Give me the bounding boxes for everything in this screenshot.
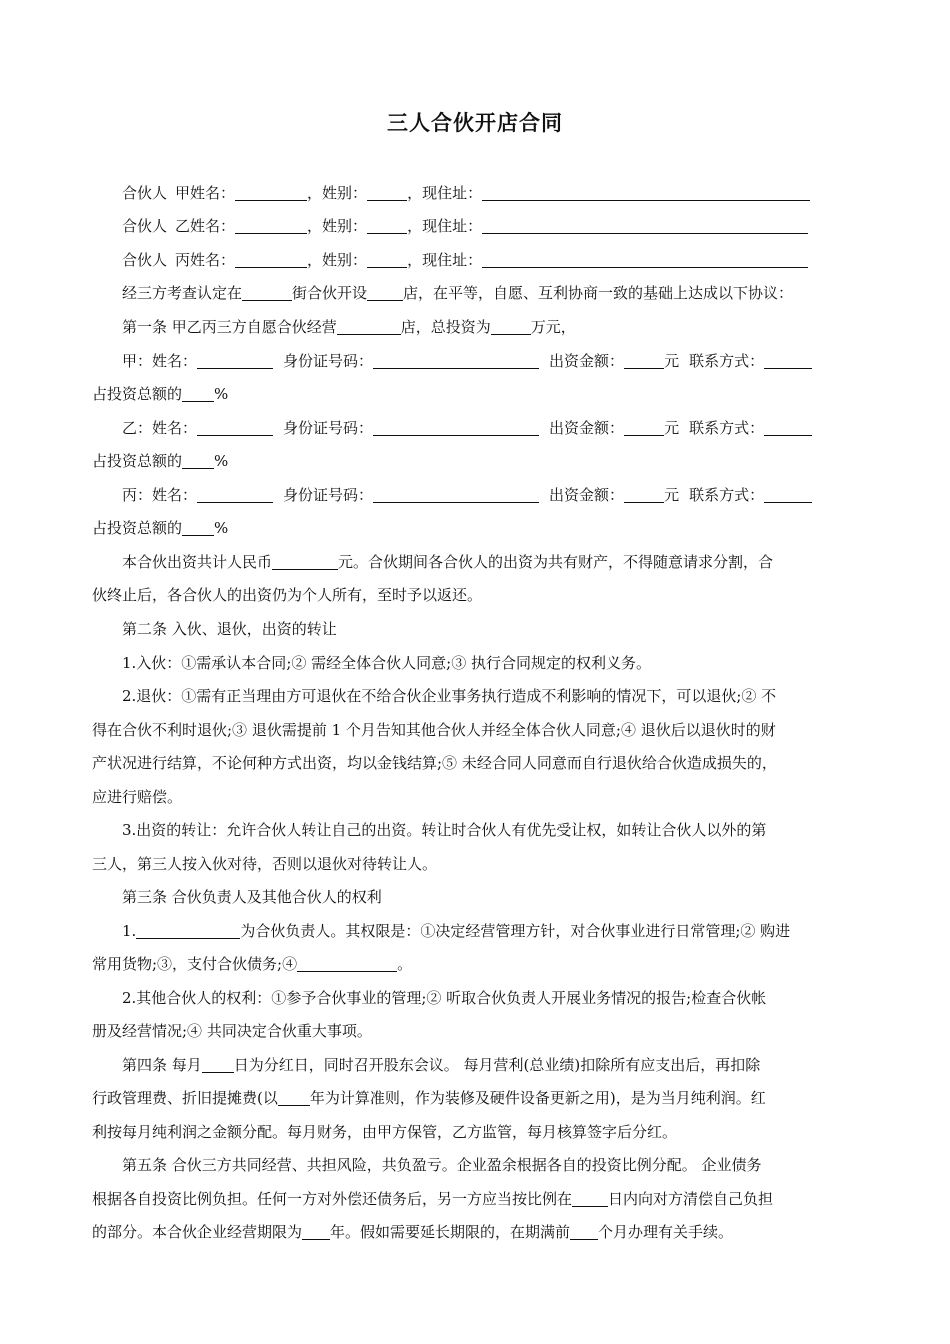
article-3-title: 第三条 合伙负责人及其他合伙人的权利 [122,888,382,906]
article-4: 第四条 每月 日为分红日，同时召开股东会议。 每月营利(总业绩)扣除所有应支出后，再扣除 [122,1056,761,1074]
blank-field[interactable] [182,519,214,536]
blank-field[interactable] [373,486,539,503]
blank-field[interactable] [197,352,273,369]
invest-row-yi: 乙：姓名： 身份证号码： 出资金额： 元 联系方式： [122,417,867,439]
partner-row-bing: 合伙人 丙姓名： ，姓别： ，现住址： [122,249,867,271]
article-5: 的部分。本合伙企业经营期限为 年。假如需要延长期限的，在期满前 个月办理有关手续。 [92,1223,734,1241]
page-title: 三人合伙开店合同 [387,111,563,135]
blank-field[interactable] [764,486,812,503]
blank-field[interactable] [272,553,338,570]
article-2-item-3: 三人，第三人按入伙对待，否则以退伙对待转让人。 [92,855,438,873]
blank-field[interactable] [764,419,812,436]
blank-field[interactable] [182,452,214,469]
blank-field[interactable] [197,419,273,436]
total-capital-line-1: 本合伙出资共计人民币 元。合伙期间各合伙人的出资为共有财产，不得随意请求分割，合 [122,553,774,571]
blank-field[interactable] [197,486,273,503]
article-2-item-2: 2.退伙：①需有正当理由方可退伙在不给合伙企业事务执行造成不利影响的情况下，可以退伙;② 不 [122,687,777,705]
article-2-item-2: 得在合伙不利时退伙;③ 退伙需提前 1 个月告知其他合伙人并经全体合伙人同意;④ 退伙后以退伙时的财 [92,721,776,739]
blank-field[interactable] [235,251,307,268]
blank-field[interactable] [242,284,292,301]
intro-line: 经三方考查认定在 街合伙开设 店，在平等，自愿、互利协商一致的基础上达成以下协议： [122,284,794,302]
article-3-item-2: 2.其他合伙人的权利：①参予合伙事业的管理;② 听取合伙负责人开展业务情况的报告;检查合伙帐 [122,989,767,1007]
article-3-item-1: 1. 为合伙负责人。其权限是：①决定经营管理方针，对合伙事业进行日常管理;② 购进 [122,922,791,940]
blank-field[interactable] [367,284,403,301]
blank-field[interactable] [367,251,407,268]
blank-field[interactable] [202,1056,234,1073]
partner-row-jia: 合伙人 甲姓名： ，姓别： ，现住址： [122,182,867,204]
blank-field[interactable] [482,251,808,268]
blank-field[interactable] [367,217,407,234]
blank-field[interactable] [297,955,397,972]
blank-field[interactable] [235,184,307,201]
article-1: 第一条 甲乙丙三方自愿合伙经营 店，总投资为 万元， [122,318,576,336]
blank-field[interactable] [764,352,812,369]
blank-field[interactable] [302,1223,330,1240]
blank-field[interactable] [482,184,810,201]
blank-field[interactable] [337,318,401,335]
article-2-item-2: 应进行赔偿。 [92,788,183,806]
blank-field[interactable] [624,419,664,436]
article-4: 行政管理费、折旧提摊费(以 年为计算准则，作为装修及硬件设备更新之用)，是为当月纯利润。红 [92,1089,766,1107]
blank-field[interactable] [373,352,539,369]
blank-field[interactable] [482,217,808,234]
share-row-bing: 占投资总额的 % [92,519,229,537]
article-2-title: 第二条 入伙、退伙，出资的转让 [122,620,337,638]
article-2-item-2: 产状况进行结算，不论何种方式出资，均以金钱结算;⑤ 未经合同人同意而自行退伙给合伙造成损失的， [92,754,777,772]
blank-field[interactable] [491,318,531,335]
invest-row-bing: 丙：姓名： 身份证号码： 出资金额： 元 联系方式： [122,484,867,506]
total-capital-line-2: 伙终止后，各合伙人的出资仍为个人所有，至时予以返还。 [92,586,483,604]
blank-field[interactable] [367,184,407,201]
article-4: 利按每月纯利润之金额分配。每月财务，由甲方保管，乙方监管，每月核算签字后分红。 [92,1123,678,1141]
blank-field[interactable] [624,352,664,369]
article-5: 第五条 合伙三方共同经营、共担风险，共负盈亏。企业盈余根据各自的投资比例分配。 企业债务 [122,1156,762,1174]
article-3-item-2: 册及经营情况;④ 共同决定合伙重大事项。 [92,1022,372,1040]
blank-field[interactable] [235,217,307,234]
blank-field[interactable] [570,1223,598,1240]
article-5: 根据各自投资比例负担。任何一方对外偿还债务后，另一方应当按比例在 日内向对方清偿自己负担 [92,1190,774,1208]
share-row-jia: 占投资总额的 % [92,385,229,403]
article-2-item-1: 1.入伙：①需承认本合同;② 需经全体合伙人同意;③ 执行合同规定的权利义务。 [122,654,651,672]
blank-field[interactable] [278,1089,310,1106]
blank-field[interactable] [624,486,664,503]
article-3-item-1: 常用货物;③，支付合伙债务;④ 。 [92,955,413,973]
blank-field[interactable] [373,419,539,436]
invest-row-jia: 甲：姓名： 身份证号码： 出资金额： 元 联系方式： [122,350,867,372]
blank-field[interactable] [136,922,240,939]
blank-field[interactable] [572,1190,608,1207]
share-row-yi: 占投资总额的 % [92,452,229,470]
blank-field[interactable] [182,385,214,402]
article-2-item-3: 3.出资的转让：允许合伙人转让自己的出资。转让时合伙人有优先受让权，如转让合伙人以外的第 [122,821,767,839]
partner-row-yi: 合伙人 乙姓名： ，姓别： ，现住址： [122,215,867,237]
